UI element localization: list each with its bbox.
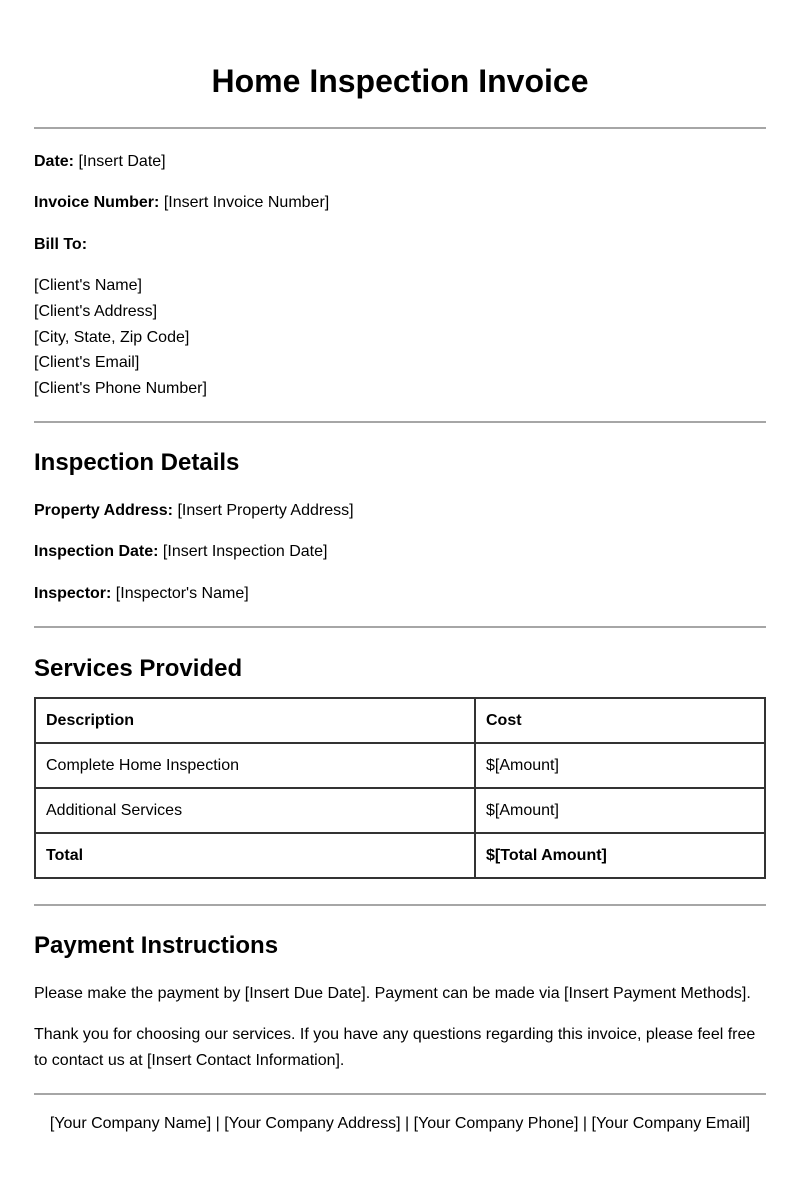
service-description: Complete Home Inspection	[35, 743, 475, 788]
divider	[34, 127, 766, 129]
total-label: Total	[35, 833, 475, 878]
invoice-number-label: Invoice Number:	[34, 194, 160, 211]
client-phone: [Client's Phone Number]	[34, 380, 207, 397]
payment-instructions: Please make the payment by [Insert Due Date]. Payment can be made via [Insert Payment Methods].	[34, 985, 751, 1002]
inspection-date-label: Inspection Date:	[34, 543, 159, 560]
property-address-label: Property Address:	[34, 502, 173, 519]
inspector	[34, 584, 249, 604]
service-cost: $[Amount]	[475, 788, 765, 833]
table-row	[35, 743, 765, 788]
invoice-date	[34, 152, 166, 172]
client-address: [Client's Address]	[34, 303, 158, 320]
inspection-date-value: [Insert Inspection Date]	[162, 543, 328, 560]
client-name: [Client's Name]	[34, 277, 142, 294]
company-footer: [Your Company Name] | [Your Company Address] | [Your Company Phone] | [Your Company Email]	[49, 1115, 751, 1132]
table-total-row	[35, 833, 765, 878]
property-address-value: [Insert Property Address]	[177, 502, 354, 519]
date-value: [Insert Date]	[78, 153, 166, 170]
inspector-value: [Inspector's Name]	[115, 585, 249, 602]
thank-you-note: Thank you for choosing our services. If you have any questions regarding this invoice, please feel free to contact us at [Insert Contact Information].	[34, 1026, 756, 1069]
service-cost: $[Amount]	[475, 743, 765, 788]
divider	[34, 904, 766, 906]
service-description: Additional Services	[35, 788, 475, 833]
client-email: [Client's Email]	[34, 354, 140, 371]
inspection-date	[34, 542, 327, 562]
column-header-cost: Cost	[475, 698, 765, 743]
property-address	[34, 501, 354, 521]
table-header-row	[35, 698, 765, 743]
bill-to	[34, 235, 87, 255]
page-title: Home Inspection Invoice	[211, 63, 589, 99]
inspector-label: Inspector:	[34, 585, 112, 602]
services-heading: Services Provided	[34, 655, 243, 682]
table-row	[35, 788, 765, 833]
inspection-details-heading: Inspection Details	[34, 449, 240, 476]
date-label: Date:	[34, 153, 75, 170]
invoice-number-value: [Insert Invoice Number]	[163, 194, 330, 211]
divider	[34, 421, 766, 423]
client-city: [City, State, Zip Code]	[34, 329, 190, 346]
column-header-description: Description	[35, 698, 475, 743]
divider	[34, 1093, 766, 1095]
payment-heading: Payment Instructions	[34, 932, 279, 959]
invoice-number	[34, 193, 329, 213]
divider	[34, 626, 766, 628]
total-amount: $[Total Amount]	[475, 833, 765, 878]
services-table	[34, 697, 766, 879]
bill-to-label: Bill To:	[34, 236, 88, 253]
